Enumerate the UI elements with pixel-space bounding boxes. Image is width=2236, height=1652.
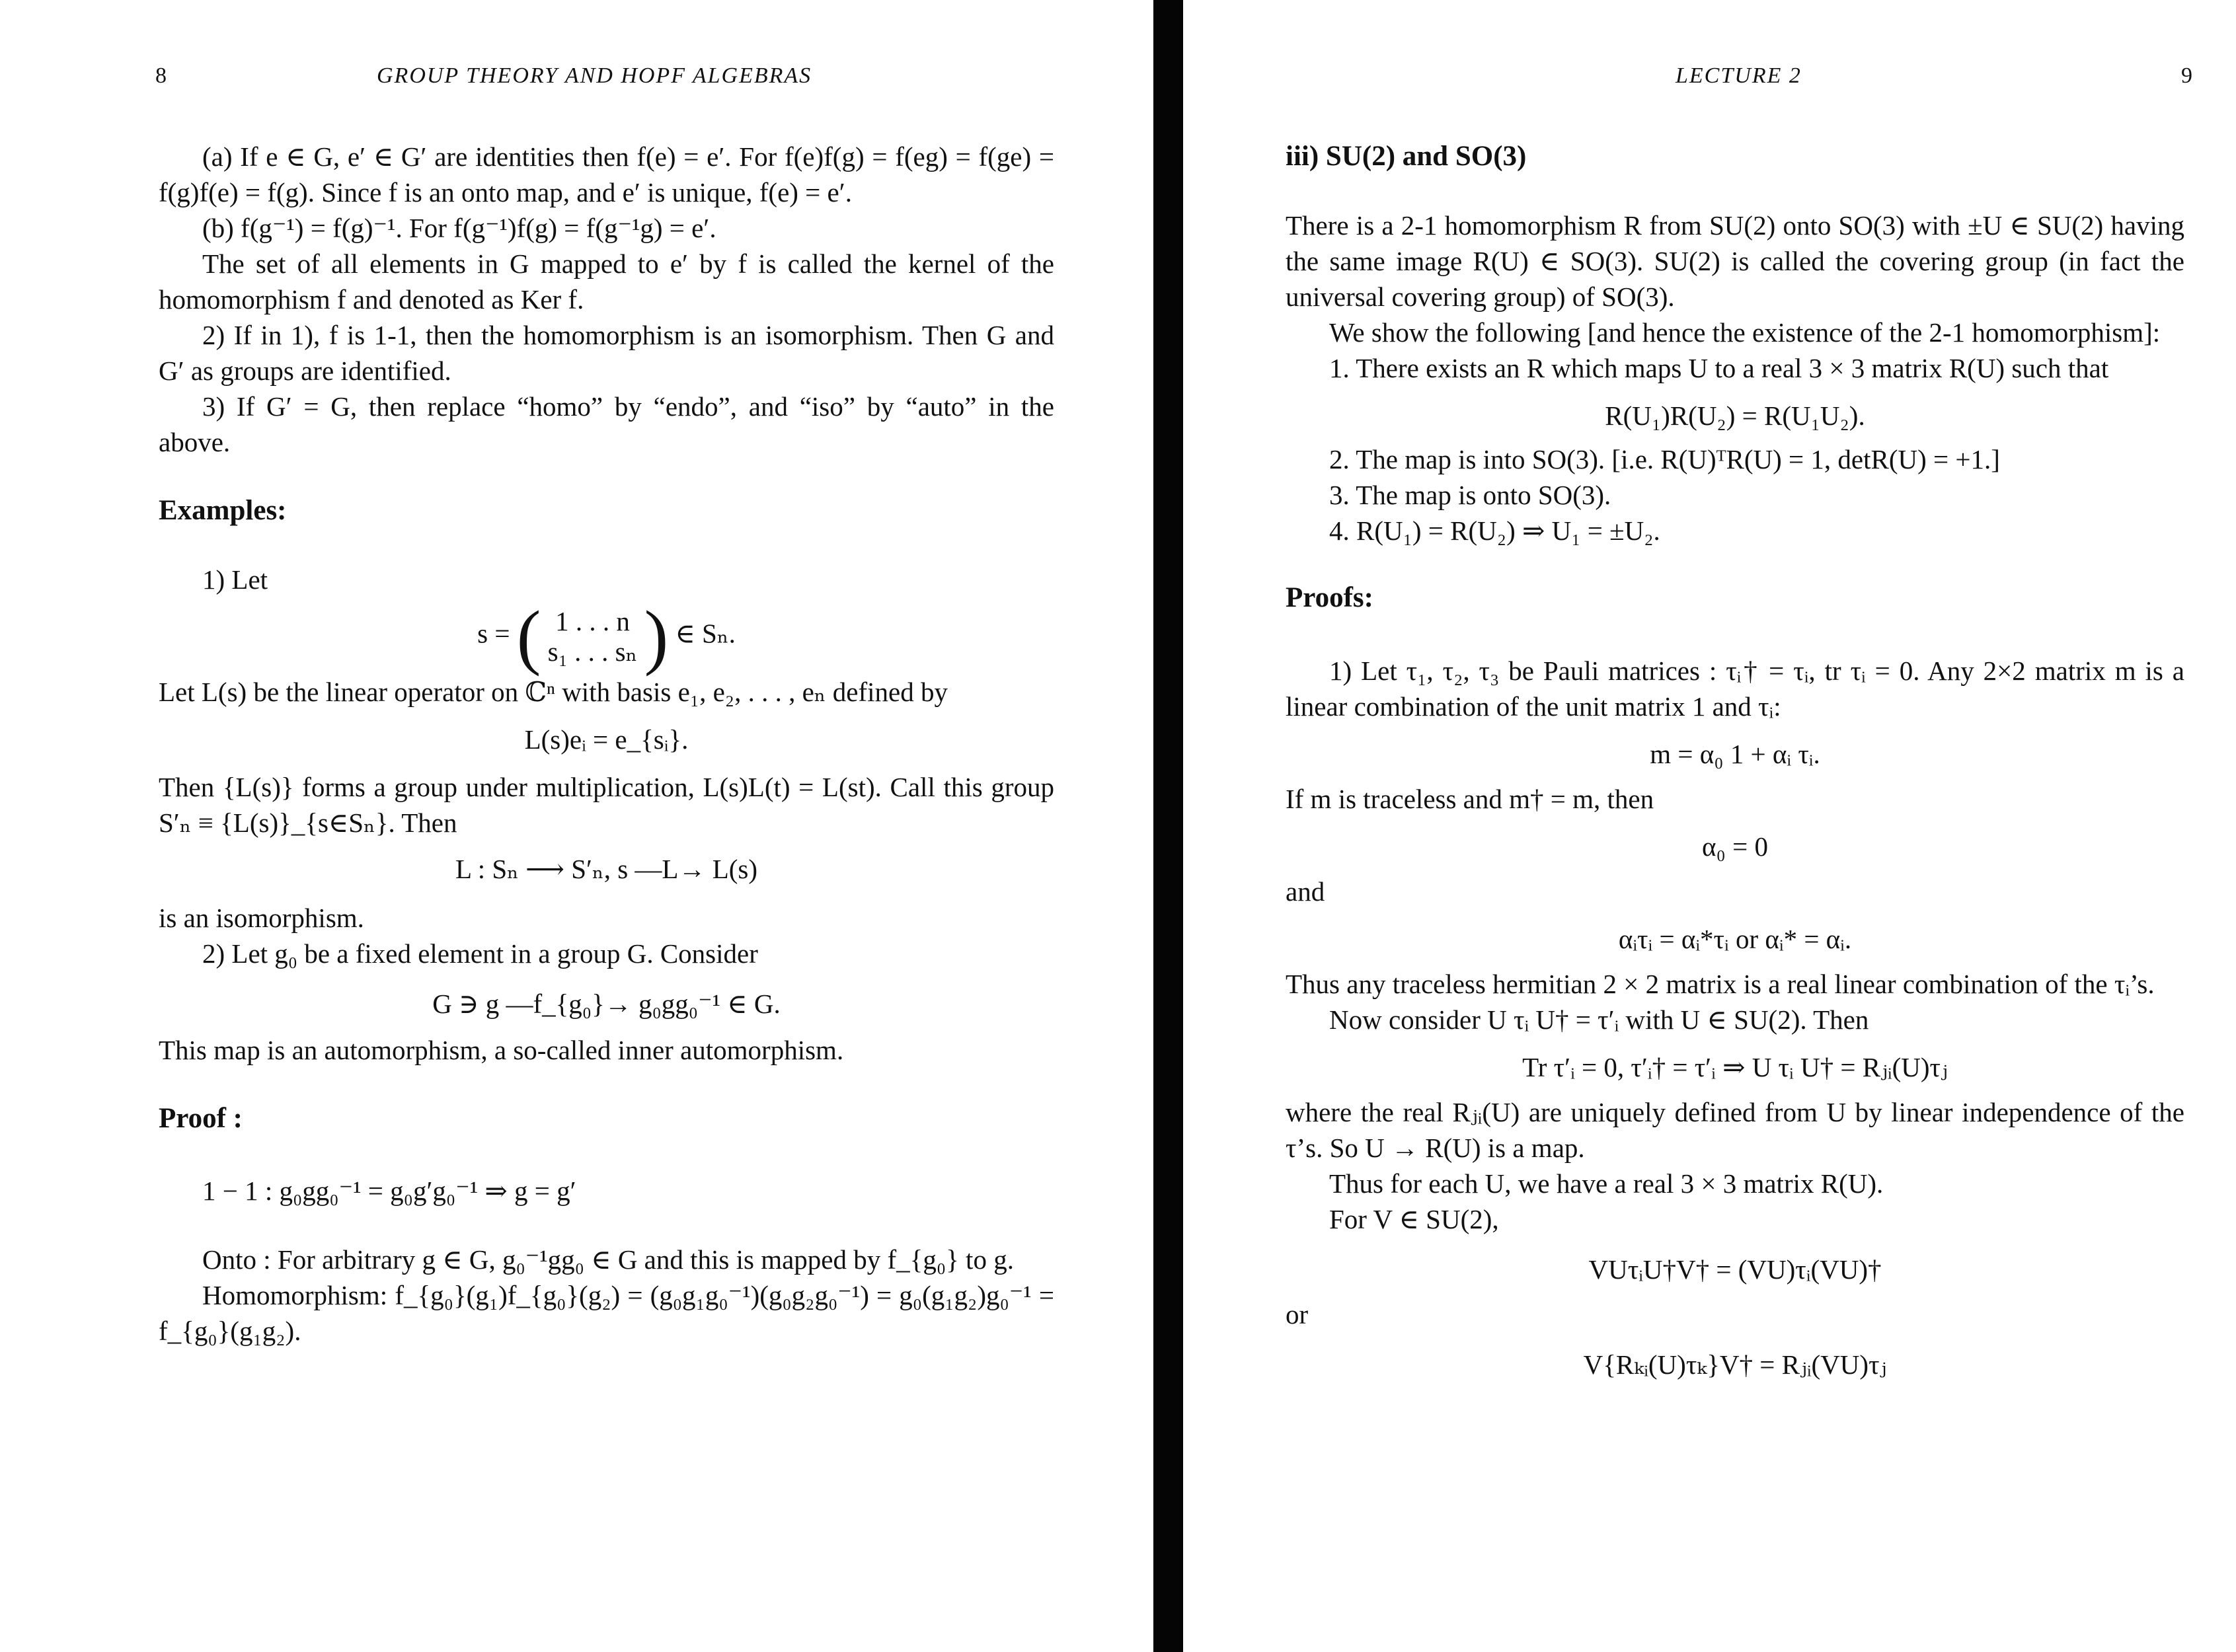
proof-heading: Proof : bbox=[159, 1103, 243, 1134]
example-2-end: This map is an automorphism, a so-called inner automorphism. bbox=[159, 1035, 844, 1065]
eq-s-right: ∈ Sₙ. bbox=[675, 618, 736, 649]
equation-R: R(U₁)R(U₂) = R(U₁U₂). bbox=[1605, 400, 1865, 431]
paragraph-automorphism: 3) If G′ = G, then replace “homo” by “endo”, and “iso” by “auto” in the above. bbox=[159, 391, 1054, 457]
proofs-heading: Proofs: bbox=[1286, 582, 1373, 613]
left-paren: ( bbox=[516, 596, 541, 677]
intro-paragraph: There is a 2-1 homomorphism R from SU(2) onto SO(3) with ±U ∈ SU(2) having the same image R(U) ∈ SO(3). SU(2) is called the covering group (in fact the universal covering group) of SO(3). bbox=[1286, 210, 2184, 312]
equation-m: m = α₀ 1 + αᵢ τᵢ. bbox=[1650, 739, 1820, 769]
proof-one-one: 1 − 1 : g₀gg₀⁻¹ = g₀g′g₀⁻¹ ⇒ g = g′ bbox=[202, 1176, 576, 1206]
and-word: and bbox=[1286, 876, 1325, 907]
item-3: 3. The map is onto SO(3). bbox=[1329, 480, 1611, 510]
matrix-bottom-row: s₁ . . . sₙ bbox=[547, 636, 638, 667]
where-paragraph: where the real Rⱼᵢ(U) are uniquely defined from U by linear independence of the τ’s. So U → R(U) is a map. bbox=[1286, 1097, 2184, 1163]
each-paragraph: Thus for each U, we have a real 3 × 3 matrix R(U). bbox=[1329, 1168, 1884, 1199]
thus-paragraph: Thus any traceless hermitian 2 × 2 matrix is a real linear combination of the τᵢ’s. bbox=[1286, 969, 2155, 999]
forV-paragraph: For V ∈ SU(2), bbox=[1329, 1204, 1499, 1234]
now-paragraph: Now consider U τᵢ U† = τ′ᵢ with U ∈ SU(2). Then bbox=[1329, 1004, 1869, 1035]
example-1-linear: Let L(s) be the linear operator on ℂⁿ with basis e₁, e₂, . . . , eₙ defined by bbox=[159, 677, 948, 707]
proof-1: 1) Let τ₁, τ₂, τ₃ be Pauli matrices : τᵢ† = τᵢ, tr τᵢ = 0. Any 2×2 matrix m is a linear combination of the unit matrix 1 and τᵢ: bbox=[1286, 656, 2184, 722]
example-1-end: is an isomorphism. bbox=[159, 903, 364, 933]
running-head: LECTURE 2 bbox=[1676, 63, 1802, 88]
example-1-intro: 1) Let bbox=[202, 564, 268, 595]
section-title: iii) SU(2) and SO(3) bbox=[1286, 141, 1527, 172]
show-paragraph: We show the following [and hence the existence of the 2-1 homomorphism]: bbox=[1329, 317, 2161, 348]
equation-inner: G ∋ g —f_{g₀}→ g₀gg₀⁻¹ ∈ G. bbox=[432, 989, 781, 1019]
or-word: or bbox=[1286, 1299, 1309, 1330]
paragraph-a: (a) If e ∈ G, e′ ∈ G′ are identities then f(e) = e′. For f(e)f(g) = f(eg) = f(ge) = f(g)f(e) = f(g). Since f is an onto map, and e′ is unique, f(e) = e′. bbox=[159, 141, 1054, 207]
example-2-intro: 2) Let g₀ be a fixed element in a group G. Consider bbox=[202, 938, 758, 969]
item-4: 4. R(U₁) = R(U₂) ⇒ U₁ = ±U₂. bbox=[1329, 515, 1660, 546]
permutation-matrix bbox=[548, 606, 638, 667]
left-body bbox=[159, 139, 1054, 1349]
book-gutter bbox=[1153, 0, 1183, 1652]
proof-onto: Onto : For arbitrary g ∈ G, g₀⁻¹gg₀ ∈ G and this is mapped by f_{g₀} to g. bbox=[202, 1244, 1014, 1275]
right-body bbox=[1286, 139, 2184, 1382]
proof-homomorphism: Homomorphism: f_{g₀}(g₁)f_{g₀}(g₂) = (g₀g₁g₀⁻¹)(g₀g₂g₀⁻¹) = g₀(g₁g₂)g₀⁻¹ = f_{g₀}(g₁g₂). bbox=[159, 1280, 1054, 1346]
paragraph-isomorphism: 2) If in 1), f is 1-1, then the homomorphism is an isomorphism. Then G and G′ as groups are identified. bbox=[159, 320, 1054, 386]
traceless-line: If m is traceless and m† = m, then bbox=[1286, 784, 1654, 814]
examples-heading: Examples: bbox=[159, 495, 287, 526]
right-paren: ) bbox=[644, 596, 669, 677]
matrix-top-row: 1 . . . n bbox=[555, 606, 630, 636]
item-2: 2. The map is into SO(3). [i.e. R(U)ᵀR(U) = 1, detR(U) = +1.] bbox=[1329, 444, 2000, 474]
paragraph-b: (b) f(g⁻¹) = f(g)⁻¹. For f(g⁻¹)f(g) = f(g⁻¹g) = e′. bbox=[202, 213, 716, 243]
right-page bbox=[1183, 0, 2236, 1652]
equation-permutation bbox=[159, 596, 1054, 677]
equation-alpha0: α₀ = 0 bbox=[1702, 831, 1768, 862]
page-number: 9 bbox=[2181, 63, 2192, 88]
equation-trace: Tr τ′ᵢ = 0, τ′ᵢ† = τ′ᵢ ⇒ U τᵢ U† = Rⱼᵢ(U)τⱼ bbox=[1522, 1052, 1948, 1082]
equation-V: VUτᵢU†V† = (VU)τᵢ(VU)† bbox=[1588, 1254, 1882, 1285]
page-number: 8 bbox=[155, 63, 167, 88]
item-1: 1. There exists an R which maps U to a real 3 × 3 matrix R(U) such that bbox=[1329, 353, 2109, 383]
equation-L: L(s)eᵢ = e_{sᵢ}. bbox=[524, 724, 689, 755]
paragraph-kernel: The set of all elements in G mapped to e′ by f is called the kernel of the homomorphism f and denoted as Ker f. bbox=[159, 248, 1054, 315]
equation-last: V{Rₖᵢ(U)τₖ}V† = Rⱼᵢ(VU)τⱼ bbox=[1583, 1349, 1887, 1380]
eq-s-left: s = bbox=[477, 618, 510, 649]
example-1-group: Then {L(s)} forms a group under multiplication, L(s)L(t) = L(st). Call this group S′ₙ ≡ {L(s)}_{s∈Sₙ}. Then bbox=[159, 772, 1054, 838]
equation-alphai: αᵢτᵢ = αᵢ*τᵢ or αᵢ* = αᵢ. bbox=[1618, 924, 1852, 954]
running-head: GROUP THEORY AND HOPF ALGEBRAS bbox=[377, 63, 812, 88]
equation-map: L : Sₙ ⟶ S′ₙ, s —L→ L(s) bbox=[455, 854, 758, 884]
